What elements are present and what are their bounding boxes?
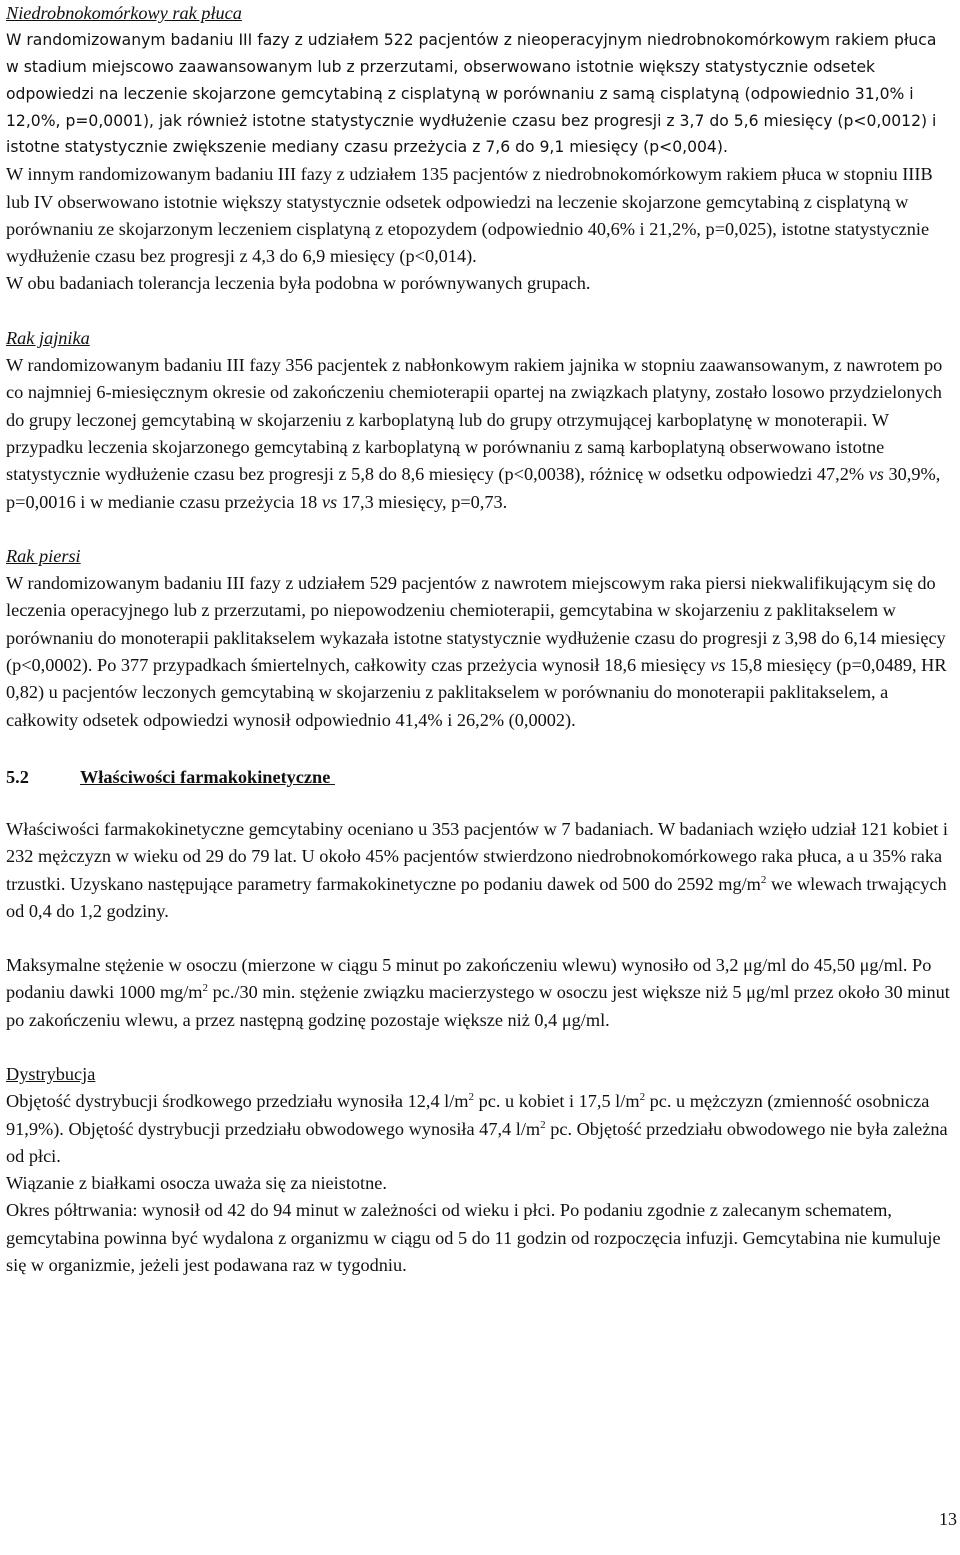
distribution-paragraph-1: Objętość dystrybucji środkowego przedziału wynosiła 12,4 $l/m^2$ pc. u kobiet i 17,5 $l/m^2$ pc. u mężczyzn (zmienność osobnicza 91,9%). Objętość dystrybucji przedziału obwodowego wynosiła 47,4 $l/m^2$ pc. Objętość przedziału obwodowego nie była zależna od płci. <box>6 1091 948 1166</box>
breast-section <box>6 543 952 734</box>
distribution-paragraph-2: Wiązanie z białkami osocza uważa się za nieistotne. <box>6 1173 387 1194</box>
section-title <box>6 764 952 791</box>
page-number: 13 <box>939 1509 957 1529</box>
nsclc-paragraph-3: W obu badaniach tolerancja leczenia była podobna w porównywanych grupach. <box>6 273 591 294</box>
document-page <box>6 0 952 1279</box>
breast-heading: Rak piersi <box>6 545 81 566</box>
nsclc-paragraph-2: W innym randomizowanym badaniu III fazy z udziałem 135 pacjentów z niedrobnokomórkowym rakiem płuca w stopniu IIIB lub IV obserwowano istotnie większy statystycznie odsetek odpowiedzi na leczenie skojarzone gemcytabiną z cisplatyną w porównaniu ze skojarzonym leczeniem cisplatyną z etopozydem (odpowiednio 40,6% i 21,2%, p=0,025), istotne statystycznie wydłużenie czasu bez progresji z 4,3 do 6,9 miesięcy (p<0,014). <box>6 164 933 267</box>
pk-paragraph-2: Maksymalne stężenie w osoczu (mierzone w ciągu 5 minut po zakończeniu wlewu) wynosiło od 3,2 μg/ml do 45,50 μg/ml. Po podaniu dawki 1000 $mg/m^2$ pc./30 min. stężenie związku macierzystego w osoczu jest większe niż 5 μg/ml przez około 30 minut po zakończeniu wlewu, a przez następną godzinę pozostaje większe niż 0,4 μg/ml. <box>6 955 950 1030</box>
section-number: 5.2 <box>6 766 29 787</box>
distribution-heading: Dystrybucja <box>6 1064 96 1084</box>
ovarian-heading: Rak jajnika <box>6 327 90 348</box>
distribution-section <box>6 1061 952 1279</box>
section-heading: Właściwości farmakokinetyczne <box>80 766 331 787</box>
ovarian-section <box>6 325 952 516</box>
nsclc-section <box>6 0 952 298</box>
nsclc-paragraph-1: W randomizowanym badaniu III fazy z udziałem 522 pacjentów z nieoperacyjnym niedrobnokomórkowym rakiem płuca w stadium miejscowo zaawansowanym lub z przerzutami, obserwowano istotnie większy statystycznie odsetek odpowiedzi na leczenie skojarzone gemcytabiną z cisplatyną w porównaniu z samą cisplatyną (odpowiednio 31,0% i 12,0%, p=0,0001), jak również istotne statystycznie wydłużenie czasu bez progresji z 3,7 do 5,6 miesięcy (p<0,0012) i istotne statystycznie zwiększenie mediany czasu przeżycia z 7,6 do 9,1 miesięcy (p<0,004). <box>6 31 937 157</box>
ovarian-paragraph: W randomizowanym badaniu III fazy 356 pacjentek z nabłonkowym rakiem jajnika w stopniu zaawansowanym, z nawrotem po co najmniej 6-miesięcznym okresie od zakończeniu chemioterapii opartej na związkach platyny, zostało losowo przydzielonych do grupy leczonej gemcytabiną w skojarzeniu z karboplatyną lub do grupy otrzymującej karboplatynę w monoterapii. W przypadku leczenia skojarzonego gemcytabiną z karboplatyną w porównaniu z samą karboplatyną obserwowano istotne statystycznie wydłużenie czasu bez progresji z 5,8 do 8,6 miesięcy (p<0,0038), różnicę w odsetku odpowiedzi 47,2% vs 30,9%, p=0,0016 i w medianie czasu przeżycia 18 vs 17,3 miesięcy, p=0,73. <box>6 355 943 512</box>
breast-paragraph: W randomizowanym badaniu III fazy z udziałem 529 pacjentów z nawrotem miejscowym raka piersi niekwalifikującym się do leczenia operacyjnego lub z przerzutami, po niepowodzeniu chemioterapii, gemcytabina w skojarzeniu z paklitakselem w porównaniu do monoterapii paklitakselem wykazała istotne statystycznie wydłużenie czasu do progresji z 3,98 do 6,14 miesięcy (p<0,0002). Po 377 przypadkach śmiertelnych, całkowity czas przeżycia wynosił 18,6 miesięcy vs 15,8 miesięcy (p=0,0489, HR 0,82) u pacjentów leczonych gemcytabiną w skojarzeniu z paklitakselem w porównaniu do monoterapii paklitakselem, a całkowity odsetek odpowiedzi wynosił odpowiednio 41,4% i 26,2% (0,0002). <box>6 573 947 730</box>
pk-paragraph-1: Właściwości farmakokinetyczne gemcytabiny oceniano u 353 pacjentów w 7 badaniach. W badaniach wzięło udział 121 kobiet i 232 mężczyzn w wieku od 29 do 79 lat. U około 45% pacjentów stwierdzono niedrobnokomórkowego raka płuca, a u 35% raka trzustki. Uzyskano następujące parametry farmakokinetyczne po podaniu dawek od 500 do 2592 $mg/m^2$ we wlewach trwających od 0,4 do 1,2 godziny. <box>6 818 949 921</box>
distribution-paragraph-3: Okres półtrwania: wynosił od 42 do 94 minut w zależności od wieku i płci. Po podaniu zgodnie z zalecanym schematem, gemcytabina powinna być wydalona z organizmu w ciągu od 5 do 11 godzin od rozpoczęcia infuzji. Gemcytabina nie kumuluje się w organizmie, jeżeli jest podawana raz w tygodniu. <box>6 1200 941 1276</box>
nsclc-heading: Niedrobnokomórkowy rak płuca <box>6 3 242 23</box>
